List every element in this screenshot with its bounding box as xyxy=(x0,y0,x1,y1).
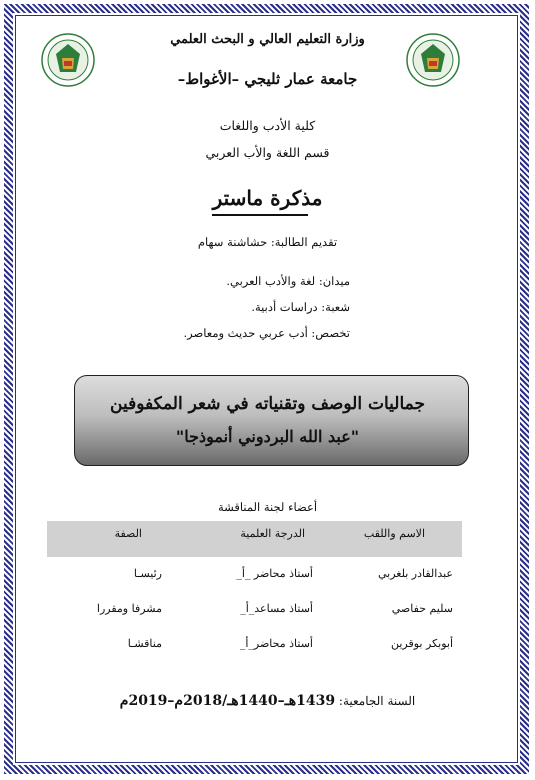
column-header-role: الصفة xyxy=(114,527,142,540)
department-name: قسم اللغة والأب العربي xyxy=(205,145,330,160)
academic-year-label: السنة الجامعية: xyxy=(338,694,416,708)
member-name: أبوبكر بوقرين xyxy=(390,637,453,650)
field-specialty: تخصص: أدب عربي حديث ومعاصر. xyxy=(183,326,350,340)
academic-year xyxy=(0,693,535,709)
thesis-title-box xyxy=(74,375,469,466)
memo-title: مذكرة ماستر xyxy=(212,186,323,210)
field-branch: شعبة: دراسات أدبية. xyxy=(251,300,350,314)
member-degree: أستاذ محاضر_أ_ xyxy=(239,637,313,650)
column-header-name: الاسم واللقب xyxy=(363,527,425,540)
thesis-title-line2: "عبد الله البردوني أنموذجا" xyxy=(175,427,360,446)
field-domain: ميدان: لغة والأدب العربي. xyxy=(226,274,350,288)
student-name: تقديم الطالبة: حشاشنة سهام xyxy=(197,235,338,249)
member-name: سليم حفاصي xyxy=(391,602,453,615)
committee-heading: أعضاء لجنة المناقشة xyxy=(217,500,318,514)
ministry-name: وزارة التعليم العالي و البحث العلمي xyxy=(170,32,365,47)
member-role: مشرفا ومقررا xyxy=(96,602,162,615)
academic-year-value: 1439هـ–1440هـ/2018م–2019م xyxy=(119,693,336,709)
member-name: عبدالقادر بلغربي xyxy=(378,567,453,580)
column-header-degree: الدرجة العلمية xyxy=(240,527,305,540)
member-role: مناقشـا xyxy=(127,637,162,650)
member-degree: أستاذ محاضر _أ_ xyxy=(236,567,313,580)
member-degree: أستاذ مساعد_أ_ xyxy=(240,602,313,615)
faculty-name: كلية الأدب واللغات xyxy=(219,118,316,133)
thesis-title-line1: جماليات الوصف وتقنياته في شعر المكفوفين xyxy=(110,394,425,414)
memo-title-underline xyxy=(212,214,308,216)
member-role: رئيسـا xyxy=(133,567,162,580)
university-name: جامعة عمار ثليجي –الأغواط– xyxy=(177,70,358,88)
